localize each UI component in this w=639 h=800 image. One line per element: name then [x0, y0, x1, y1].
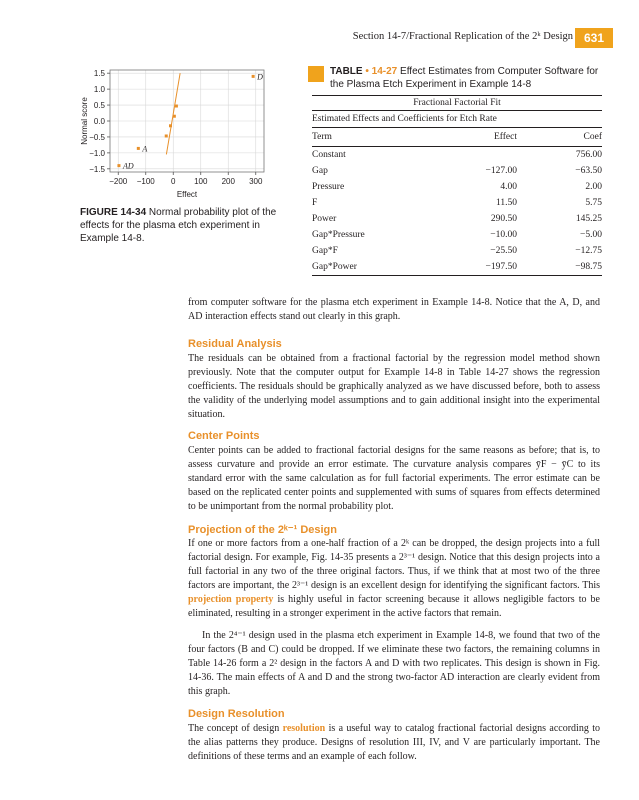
table-title-block: [330, 65, 605, 91]
y-tick-label: 0.0: [93, 117, 105, 126]
table-cell: −98.75: [575, 262, 602, 272]
center-points-paragraph: Center points can be added to fractional factorial designs for the same reasons as before; that is, to assess curvature and provide an error estimate. The curvature analysis compares ȳF − ȳC to its standard error with the same calculation as for full factorial experiments. The error estimate can be based on the replicated center points and supplemented with sums of squares from effects determined to be unimportant from the normal probability plot.: [188, 445, 600, 512]
table-cell: Pressure: [312, 182, 345, 192]
normal-probability-plot: [80, 64, 270, 200]
y-tick-label: −1.0: [89, 148, 105, 158]
table-cell: Gap*F: [312, 246, 338, 256]
projection-text-1: If one or more factors from a one-half fraction of a 2ᵏ can be dropped, the design projects into a full factorial design. For example, Fig. 14-35 presents a 2³⁻¹ design. Notice that this design projects into a full factorial in any two of the three original factors. Thus, if we think that at most two of the three factors are important, the 2³⁻¹ design is an excellent design for identifying the significant factors. This: [188, 538, 600, 591]
table-cell: Gap*Power: [312, 262, 357, 272]
running-title: Section 14-7/Fractional Replication of the 2ᵏ Design: [352, 31, 573, 42]
residual-heading: Residual Analysis: [188, 338, 282, 350]
table-cell: 4.00: [500, 182, 517, 192]
resolution-keyword: resolution: [282, 723, 326, 734]
y-axis-label: Normal score: [80, 97, 89, 145]
table-row: [312, 179, 602, 195]
data-point: [165, 134, 168, 137]
x-tick-label: 200: [221, 177, 235, 186]
table-cell: Power: [312, 214, 337, 224]
table-cell: Gap: [312, 166, 328, 176]
projection-keyword: projection property: [188, 594, 274, 605]
y-tick-label: 0.5: [93, 101, 105, 111]
table-cell: F: [312, 198, 318, 208]
table-cell: 5.75: [585, 198, 602, 208]
column-header: Effect: [493, 132, 517, 142]
table-cell: −5.00: [580, 230, 602, 240]
figure-caption: [80, 206, 285, 245]
table-row: [312, 211, 602, 227]
table-cell: −12.75: [575, 246, 602, 256]
table-row: [312, 163, 602, 179]
table-cell: −127.00: [485, 166, 517, 176]
x-tick-label: 0: [171, 177, 176, 186]
table-cell: 2.00: [585, 182, 602, 192]
point-label: A: [142, 144, 148, 154]
projection-paragraph: [188, 537, 600, 621]
projection-paragraph-2: In the 2⁴⁻¹ design used in the plasma etch experiment in Example 14-8, we found that two of the four factors (B and C) could be dropped. If we eliminate these two factors, the remaining columns in Table 14-26 form a 2² design in the factors A and D with two replicates. This design is shown in Fig. 14-36. The main effects of A and D and the strong two-factor AD interaction are clearly evident from this graph.: [188, 630, 600, 697]
table-cell: −63.50: [575, 166, 602, 176]
x-axis-label: Effect: [176, 190, 198, 199]
resolution-paragraph: [188, 722, 600, 764]
page-header: [0, 28, 639, 48]
table-label: TABLE: [330, 66, 363, 77]
x-tick-label: 300: [249, 177, 263, 186]
table-fit-title: Fractional Factorial Fit: [312, 95, 602, 111]
data-point: [173, 115, 176, 118]
table-header-row: [312, 128, 602, 147]
table-row: [312, 259, 602, 276]
data-point: [117, 164, 120, 167]
figure-caption-text: Normal probability plot of the effects for the plasma etch experiment in Example 14-8.: [80, 207, 277, 244]
resolution-heading: Design Resolution: [188, 708, 285, 720]
table-title: Effect Estimates from Computer Software for the Plasma Etch Experiment in Example 14-8: [330, 66, 599, 90]
data-point: [252, 75, 255, 78]
x-tick-label: 100: [194, 177, 208, 186]
intro-paragraph: from computer software for the plasma etch experiment in Example 14-8. Notice that the A, D, and AD interaction effects stand out clearly in this graph.: [188, 297, 600, 322]
y-tick-label: 1.5: [93, 69, 105, 79]
y-tick-label: −0.5: [89, 132, 105, 142]
table-cell: −25.50: [490, 246, 517, 256]
resolution-text-1: The concept of design: [188, 723, 280, 734]
residual-paragraph: The residuals can be obtained from a fractional factorial by the regression model method shown previously. Note that the computer output for Example 14-8 in Table 14-27 shows the regression coefficients. The residuals should be graphically analyzed as we have discussed before, both to assess the validity of the underlying model assumptions and to gain additional insight into the experimental situation.: [188, 353, 600, 420]
table-marker-square: [308, 66, 324, 82]
projection-text-2: is highly useful in factor screening because it allows negligible factors to be eliminated, resulting in a stronger experiment in the active factors that remain.: [188, 594, 600, 619]
table-cell: Gap*Pressure: [312, 230, 365, 240]
table-number: 14-27: [371, 66, 398, 77]
table-cell: 11.50: [495, 198, 517, 208]
table-cell: 756.00: [575, 150, 602, 160]
table-cell: −10.00: [490, 230, 517, 240]
table-cell: Constant: [312, 150, 346, 160]
column-header: Coef: [583, 132, 602, 142]
figure-label: FIGURE 14-34: [80, 207, 147, 218]
table-cell: 145.25: [575, 214, 602, 224]
projection-heading: Projection of the 2ᵏ⁻¹ Design: [188, 524, 337, 536]
x-tick-label: −100: [136, 177, 155, 186]
effect-estimates-table: [312, 95, 602, 276]
y-tick-label: 1.0: [93, 85, 105, 95]
data-point: [137, 147, 140, 150]
table-row: [312, 195, 602, 211]
table-body: [312, 147, 602, 276]
x-tick-label: −200: [109, 177, 128, 186]
data-point: [175, 105, 178, 108]
point-label: D: [257, 72, 263, 82]
point-label: AD: [122, 161, 134, 171]
data-point: [169, 124, 172, 127]
table-cell: 290.50: [490, 214, 517, 224]
table-est-title: Estimated Effects and Coefficients for Etch Rate: [312, 111, 602, 128]
column-header: Term: [312, 132, 332, 142]
y-tick-label: −1.5: [89, 164, 105, 174]
table-row: [312, 227, 602, 243]
page-number: 631: [575, 28, 613, 48]
table-cell: −197.50: [485, 262, 517, 272]
table-row: [312, 147, 602, 163]
table-number-bullet: •: [365, 66, 369, 77]
center-points-heading: Center Points: [188, 430, 260, 442]
resolution-text-2: is a useful way to catalog fractional factorial designs according to the alias patterns they produce. Designs of resolution III, IV, and V are particularly important. The definitions of these terms and an example of each follow.: [188, 723, 600, 762]
table-row: [312, 243, 602, 259]
